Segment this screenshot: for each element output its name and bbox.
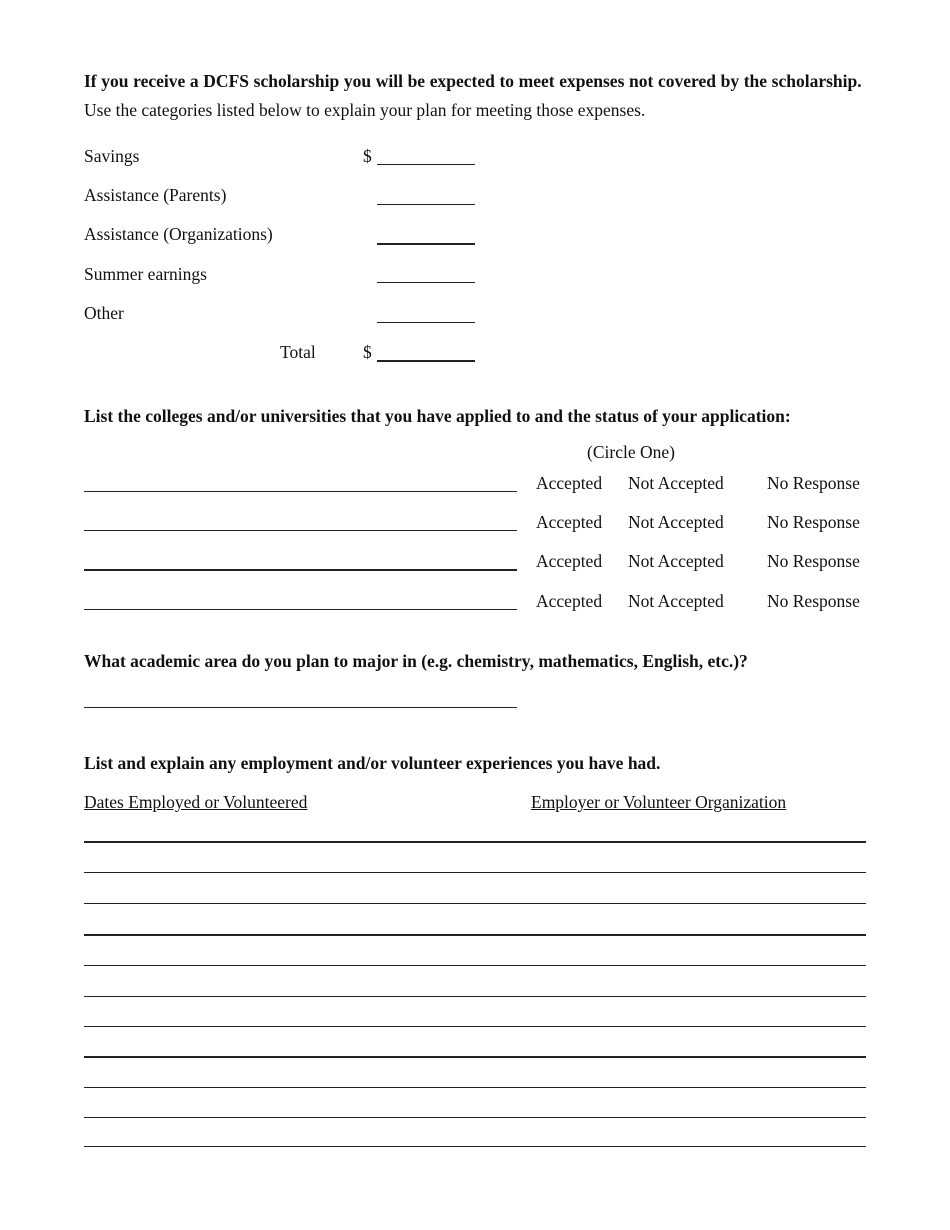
employment-line[interactable] [84, 1056, 866, 1058]
intro-bold-text: If you receive a DCFS scholarship you will be expected to meet expenses not covered by the scholarship. [84, 71, 862, 91]
status-not-accepted[interactable]: Not Accepted [628, 512, 724, 532]
status-accepted[interactable]: Accepted [536, 473, 603, 493]
employment-line[interactable] [84, 872, 866, 873]
college-name-field[interactable] [84, 491, 517, 492]
employment-line[interactable] [84, 934, 866, 936]
expense-field-summer[interactable] [377, 282, 475, 283]
employment-line[interactable] [84, 1087, 866, 1088]
college-name-field[interactable] [84, 609, 517, 610]
expense-field-savings[interactable] [377, 164, 475, 165]
employment-line[interactable] [84, 1146, 866, 1147]
status-accepted[interactable]: Accepted [536, 591, 603, 611]
expense-label-organizations: Assistance (Organizations) [84, 224, 273, 244]
college-name-field[interactable] [84, 530, 517, 531]
expense-field-parents[interactable] [377, 204, 475, 205]
expense-label-parents: Assistance (Parents) [84, 185, 227, 205]
status-no-response[interactable]: No Response [767, 473, 860, 493]
employment-heading: List and explain any employment and/or volunteer experiences you have had. [84, 753, 661, 773]
expense-field-other[interactable] [377, 322, 475, 323]
status-not-accepted[interactable]: Not Accepted [628, 591, 724, 611]
expense-label-savings: Savings [84, 146, 140, 166]
college-name-field[interactable] [84, 569, 517, 571]
dollar-sign: $ [363, 146, 372, 166]
status-no-response[interactable]: No Response [767, 512, 860, 532]
status-not-accepted[interactable]: Not Accepted [628, 551, 724, 571]
employment-line[interactable] [84, 841, 866, 843]
colleges-heading: List the colleges and/or universities that you have applied to and the status of your application: [84, 406, 791, 426]
circle-one-note: (Circle One) [587, 442, 675, 462]
total-label: Total [280, 342, 316, 362]
status-no-response[interactable]: No Response [767, 591, 860, 611]
status-accepted[interactable]: Accepted [536, 512, 603, 532]
status-not-accepted[interactable]: Not Accepted [628, 473, 724, 493]
employment-line[interactable] [84, 1117, 866, 1118]
column-employer-header: Employer or Volunteer Organization [531, 792, 787, 812]
status-no-response[interactable]: No Response [767, 551, 860, 571]
column-dates-header: Dates Employed or Volunteered [84, 792, 308, 812]
major-heading: What academic area do you plan to major in (e.g. chemistry, mathematics, English, etc.)? [84, 651, 748, 671]
intro-plain-text: Use the categories listed below to explain your plan for meeting those expenses. [84, 100, 646, 120]
expense-field-organizations[interactable] [377, 243, 475, 245]
total-dollar-sign: $ [363, 342, 372, 362]
expense-label-other: Other [84, 303, 124, 323]
employment-line[interactable] [84, 996, 866, 997]
major-field[interactable] [84, 707, 517, 708]
employment-line[interactable] [84, 965, 866, 966]
total-field[interactable] [377, 360, 475, 362]
employment-line[interactable] [84, 1026, 866, 1027]
intro-paragraph [84, 67, 866, 125]
status-accepted[interactable]: Accepted [536, 551, 603, 571]
expense-label-summer: Summer earnings [84, 264, 207, 284]
employment-line[interactable] [84, 903, 866, 904]
